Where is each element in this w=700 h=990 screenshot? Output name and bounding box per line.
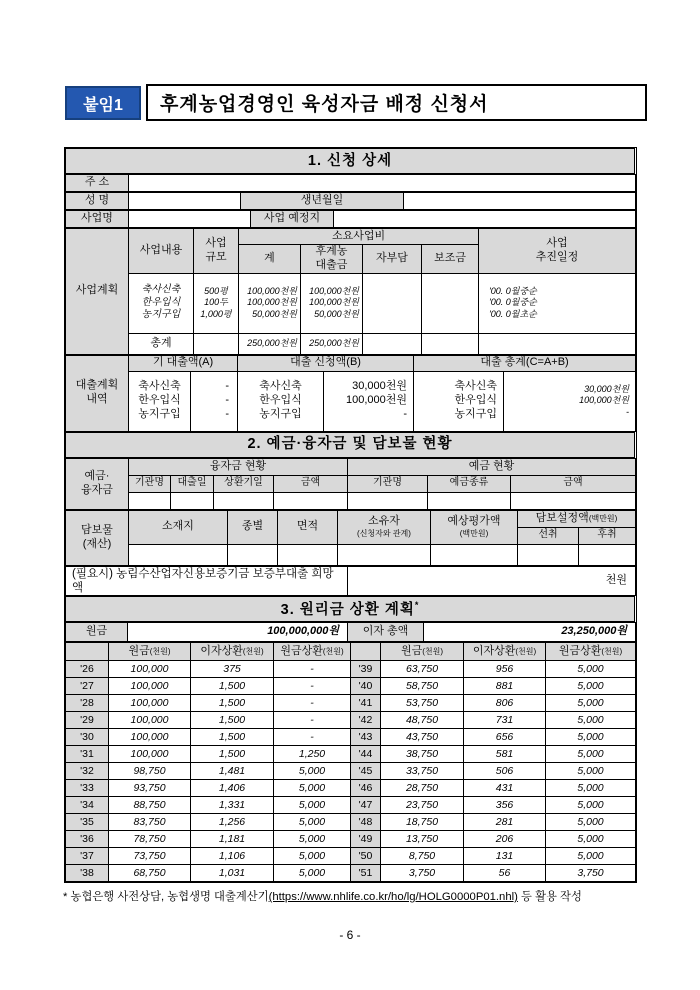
attachment-badge: 붙임1 — [65, 86, 141, 120]
section3-header-table — [65, 596, 635, 622]
amount-cell: 5,000 — [546, 712, 636, 729]
year-cell: '48 — [351, 814, 381, 831]
amount-cell: 38,750 — [381, 746, 464, 763]
business-plan-label: 사업계획 — [66, 229, 129, 355]
loan-date-header: 대출일 — [171, 475, 214, 492]
guarantee-amount-field[interactable]: 천원 — [348, 566, 636, 596]
amount-cell: 806 — [464, 695, 546, 712]
amount-cell: 5,000 — [274, 797, 351, 814]
year-cell: '32 — [66, 763, 109, 780]
collateral-kind-field[interactable] — [228, 544, 278, 565]
loan-org-header: 기관명 — [129, 475, 171, 492]
amount-cell: 28,750 — [381, 780, 464, 797]
year-cell: '31 — [66, 746, 109, 763]
collateral-owner-header: 소유자 (신청자와 관계) — [338, 510, 431, 544]
section1-title: 1. 신청 상세 — [66, 149, 635, 174]
address-field[interactable] — [129, 175, 636, 192]
plan-schedule-header: 사업 추진일정 — [479, 229, 636, 274]
section3-footnote-mark: * — [414, 599, 420, 610]
loan-amount-field[interactable] — [274, 492, 348, 509]
amount-cell: 8,750 — [381, 848, 464, 865]
collateral-area-field[interactable] — [278, 544, 338, 565]
document-title: 후계농업경영인 육성자금 배정 신청서 — [146, 84, 647, 121]
loan-calculator-link[interactable]: (https://www.nhlife.co.kr/ho/lg/HOLG0000P01.nhl) — [268, 891, 518, 903]
section3-title: 3. 원리금 상환 계획* — [66, 597, 635, 622]
amount-cell: 100,000 — [109, 712, 191, 729]
principal-label: 원금 — [66, 623, 128, 642]
collateral-value-field[interactable] — [431, 544, 518, 565]
plan-subsidy-cell[interactable] — [422, 273, 479, 333]
loan-plan-table — [65, 355, 636, 432]
project-site-field[interactable] — [334, 211, 636, 228]
year-cell: '49 — [351, 831, 381, 848]
name-field[interactable] — [129, 193, 241, 210]
amount-cell: 5,000 — [546, 780, 636, 797]
amount-cell: 1,031 — [191, 865, 274, 882]
amount-cell: - — [274, 661, 351, 678]
plan-cost-header: 소요사업비 — [239, 229, 479, 245]
amount-cell: 5,000 — [274, 780, 351, 797]
amount-cell: 3,750 — [546, 865, 636, 882]
amount-cell: 5,000 — [546, 797, 636, 814]
deposit-type-header: 예금종류 — [428, 475, 511, 492]
amount-cell: 1,250 — [274, 746, 351, 763]
plan-scales-cell: 500평 100두 1,000평 — [194, 273, 239, 333]
repayment-table — [65, 642, 636, 882]
interest-col-header-left: 이자상환(천원) — [191, 643, 274, 661]
amount-cell: 506 — [464, 763, 546, 780]
deposit-org-header: 기관명 — [348, 475, 428, 492]
amount-cell: 656 — [464, 729, 546, 746]
plan-sum-total: 250,000천원 — [239, 333, 301, 354]
deposit-type-field[interactable] — [428, 492, 511, 509]
amount-cell: 100,000 — [109, 746, 191, 763]
repayment-row — [66, 678, 636, 695]
page-number: - 6 - — [339, 928, 361, 942]
birthdate-label: 생년월일 — [241, 193, 404, 210]
year-cell: '51 — [351, 865, 381, 882]
repayment-row — [66, 695, 636, 712]
principal-value: 100,000,000원 — [128, 623, 348, 642]
guarantee-table — [65, 566, 636, 597]
amount-cell: 100,000 — [109, 695, 191, 712]
collateral-location-field[interactable] — [129, 544, 228, 565]
amount-cell: - — [274, 695, 351, 712]
amount-cell: 5,000 — [274, 763, 351, 780]
year-cell: '40 — [351, 678, 381, 695]
footnote-suffix: 등 활용 작성 — [517, 891, 582, 903]
amount-cell: 581 — [464, 746, 546, 763]
year-cell: '36 — [66, 831, 109, 848]
year-cell: '26 — [66, 661, 109, 678]
repayment-row — [66, 797, 636, 814]
amount-cell: 13,750 — [381, 831, 464, 848]
plan-schedules-cell: '00. 0월중순 '00. 0월중순 '00. 0월초순 — [479, 273, 636, 333]
principal-interest-table — [65, 622, 636, 642]
existing-loan-header: 기 대출액(A) — [129, 355, 238, 371]
amount-cell: - — [274, 712, 351, 729]
amount-cell: 73,750 — [109, 848, 191, 865]
year-cell: '30 — [66, 729, 109, 746]
section2-header-table — [65, 432, 635, 458]
amount-cell: 356 — [464, 797, 546, 814]
year-cell: '37 — [66, 848, 109, 865]
principal-col-header-right: 원금(천원) — [381, 643, 464, 661]
secured-second-header: 후취 — [579, 527, 636, 544]
repayment-row — [66, 712, 636, 729]
amount-cell: 206 — [464, 831, 546, 848]
amount-cell: 1,406 — [191, 780, 274, 797]
address-row — [65, 174, 636, 192]
address-label: 주 소 — [66, 175, 129, 192]
plan-sum-loan: 250,000천원 — [301, 333, 363, 354]
plan-items-cell: 축사신축 한우입식 농지구입 — [129, 273, 194, 333]
interest-col-header-right: 이자상환(천원) — [464, 643, 546, 661]
amount-cell: - — [274, 678, 351, 695]
year-cell: '45 — [351, 763, 381, 780]
guarantee-label: (필요시) 농림수산업자신용보증기금 보증부대출 희망액 — [66, 566, 348, 596]
amount-cell: 5,000 — [274, 831, 351, 848]
name-label: 성 명 — [66, 193, 129, 210]
amount-cell: 48,750 — [381, 712, 464, 729]
plan-sum-self-cell — [363, 333, 422, 354]
year-cell: '42 — [351, 712, 381, 729]
year-cell: '44 — [351, 746, 381, 763]
amount-cell: 1,500 — [191, 746, 274, 763]
plan-sum-subsidy-cell — [422, 333, 479, 354]
amount-cell: 78,750 — [109, 831, 191, 848]
amount-cell: 731 — [464, 712, 546, 729]
loan-status-header: 융자금 현황 — [129, 458, 348, 475]
plan-sum-scale-cell — [194, 333, 239, 354]
repayment-row — [66, 814, 636, 831]
plan-scale-header: 사업 규모 — [194, 229, 239, 274]
repayment-row — [66, 831, 636, 848]
year-cell: '38 — [66, 865, 109, 882]
total-loan-items: 축사신축 한우입식 농지구입 — [414, 371, 504, 431]
requested-loan-header: 대출 신청액(B) — [238, 355, 414, 371]
year-cell: '28 — [66, 695, 109, 712]
principal-col-header-left: 원금(천원) — [109, 643, 191, 661]
birthdate-field[interactable] — [404, 193, 636, 210]
amount-cell: 1,500 — [191, 678, 274, 695]
plan-self-cell[interactable] — [363, 273, 422, 333]
repayment-row — [66, 763, 636, 780]
section1-header-table — [65, 148, 635, 174]
amount-cell: 5,000 — [274, 814, 351, 831]
amount-cell: 5,000 — [546, 763, 636, 780]
amount-cell: 5,000 — [274, 848, 351, 865]
footnote-text: * 농협은행 사전상담, 농협생명 대출계산기 — [63, 891, 269, 903]
repayment-row — [66, 865, 636, 882]
total-loan-header: 대출 총계(C=A+B) — [414, 355, 636, 371]
amount-cell: 431 — [464, 780, 546, 797]
plan-self-header: 자부담 — [363, 245, 422, 274]
amount-cell: 5,000 — [546, 678, 636, 695]
repayment-row — [66, 780, 636, 797]
requested-loan-items: 축사신축 한우입식 농지구입 — [238, 371, 324, 431]
plan-totals-cell: 100,000천원 100,000천원 50,000천원 — [239, 273, 301, 333]
amount-cell: 5,000 — [546, 814, 636, 831]
year-cell: '47 — [351, 797, 381, 814]
project-row — [65, 210, 636, 228]
deposit-loan-table — [65, 458, 636, 510]
total-loan-values: 30,000천원 100,000천원 - — [504, 371, 636, 431]
year-cell: '34 — [66, 797, 109, 814]
amount-cell: 58,750 — [381, 678, 464, 695]
amount-cell: 1,481 — [191, 763, 274, 780]
amount-cell: 23,750 — [381, 797, 464, 814]
plan-loan-header: 후계농 대출금 — [301, 245, 363, 274]
business-plan-table — [65, 228, 636, 355]
amount-cell: 1,331 — [191, 797, 274, 814]
name-row — [65, 192, 636, 210]
amount-cell: 5,000 — [546, 661, 636, 678]
secured-first-field[interactable] — [518, 544, 579, 565]
project-name-label: 사업명 — [66, 211, 129, 228]
plan-total-header: 계 — [239, 245, 301, 274]
deposit-amount-field[interactable] — [511, 492, 636, 509]
deposit-loan-label: 예금· 융자금 — [66, 458, 129, 509]
repayment-row — [66, 746, 636, 763]
year-cell: '35 — [66, 814, 109, 831]
loan-date-field[interactable] — [171, 492, 214, 509]
collateral-owner-field[interactable] — [338, 544, 431, 565]
year-cell: '29 — [66, 712, 109, 729]
amount-cell: 1,500 — [191, 695, 274, 712]
amount-cell: 100,000 — [109, 678, 191, 695]
repayment-row — [66, 729, 636, 746]
amount-cell: 281 — [464, 814, 546, 831]
year-cell: '43 — [351, 729, 381, 746]
plan-sum-label: 총계 — [129, 333, 194, 354]
amount-cell: 88,750 — [109, 797, 191, 814]
amount-cell: 56 — [464, 865, 546, 882]
amount-cell: 5,000 — [546, 729, 636, 746]
collateral-table — [65, 510, 636, 566]
amount-cell: 63,750 — [381, 661, 464, 678]
collateral-label: 담보물 (재산) — [66, 510, 129, 565]
loan-plan-label: 대출계획 내역 — [66, 355, 129, 431]
year-cell: '46 — [351, 780, 381, 797]
amount-cell: 1,500 — [191, 712, 274, 729]
amount-cell: 100,000 — [109, 729, 191, 746]
secured-second-field[interactable] — [579, 544, 636, 565]
repayment-row — [66, 848, 636, 865]
amount-cell: 5,000 — [546, 831, 636, 848]
loan-due-header: 상환기일 — [214, 475, 274, 492]
amount-cell: 375 — [191, 661, 274, 678]
year-col-header-right — [351, 643, 381, 661]
amount-cell: 98,750 — [109, 763, 191, 780]
collateral-location-header: 소재지 — [129, 510, 228, 544]
amount-cell: 5,000 — [274, 865, 351, 882]
repay-col-header-right: 원금상환(천원) — [546, 643, 636, 661]
plan-loans-cell: 100,000천원 100,000천원 50,000천원 — [301, 273, 363, 333]
amount-cell: 5,000 — [546, 848, 636, 865]
year-col-header-left — [66, 643, 109, 661]
plan-content-header: 사업내용 — [129, 229, 194, 274]
amount-cell: 68,750 — [109, 865, 191, 882]
amount-cell: 1,181 — [191, 831, 274, 848]
plan-sum-schedule-cell — [479, 333, 636, 354]
amount-cell: 1,256 — [191, 814, 274, 831]
collateral-kind-header: 종별 — [228, 510, 278, 544]
loan-org-field[interactable] — [129, 492, 171, 509]
year-cell: '27 — [66, 678, 109, 695]
project-name-field[interactable] — [129, 211, 251, 228]
amount-cell: 881 — [464, 678, 546, 695]
amount-cell: - — [274, 729, 351, 746]
amount-cell: 131 — [464, 848, 546, 865]
amount-cell: 5,000 — [546, 746, 636, 763]
year-cell: '33 — [66, 780, 109, 797]
collateral-value-header: 예상평가액 (백만원) — [431, 510, 518, 544]
amount-cell: 93,750 — [109, 780, 191, 797]
amount-cell: 1,106 — [191, 848, 274, 865]
project-site-label: 사업 예정지 — [251, 211, 334, 228]
amount-cell: 5,000 — [546, 695, 636, 712]
collateral-area-header: 면적 — [278, 510, 338, 544]
deposit-amount-header: 금액 — [511, 475, 636, 492]
requested-loan-values: 30,000천원 100,000천원 - — [324, 371, 414, 431]
year-cell: '50 — [351, 848, 381, 865]
deposit-status-header: 예금 현황 — [348, 458, 636, 475]
amount-cell: 956 — [464, 661, 546, 678]
secured-first-header: 선취 — [518, 527, 579, 544]
amount-cell: 43,750 — [381, 729, 464, 746]
repayment-row — [66, 661, 636, 678]
amount-cell: 18,750 — [381, 814, 464, 831]
amount-cell: 100,000 — [109, 661, 191, 678]
amount-cell: 3,750 — [381, 865, 464, 882]
interest-total-label: 이자 총액 — [348, 623, 424, 642]
plan-subsidy-header: 보조금 — [422, 245, 479, 274]
existing-loan-values: - - - — [191, 371, 238, 431]
amount-cell: 53,750 — [381, 695, 464, 712]
repay-col-header-left: 원금상환(천원) — [274, 643, 351, 661]
loan-amount-header: 금액 — [274, 475, 348, 492]
deposit-org-field[interactable] — [348, 492, 428, 509]
amount-cell: 1,500 — [191, 729, 274, 746]
loan-due-field[interactable] — [214, 492, 274, 509]
application-form — [64, 147, 637, 883]
interest-total-value: 23,250,000원 — [424, 623, 636, 642]
year-cell: '39 — [351, 661, 381, 678]
secured-amount-header: 담보설정액(백만원) — [518, 510, 636, 527]
existing-loan-items: 축사신축 한우입식 농지구입 — [129, 371, 191, 431]
section2-title: 2. 예금·융자금 및 담보물 현황 — [66, 432, 635, 457]
amount-cell: 83,750 — [109, 814, 191, 831]
footnote — [63, 888, 637, 904]
amount-cell: 33,750 — [381, 763, 464, 780]
year-cell: '41 — [351, 695, 381, 712]
